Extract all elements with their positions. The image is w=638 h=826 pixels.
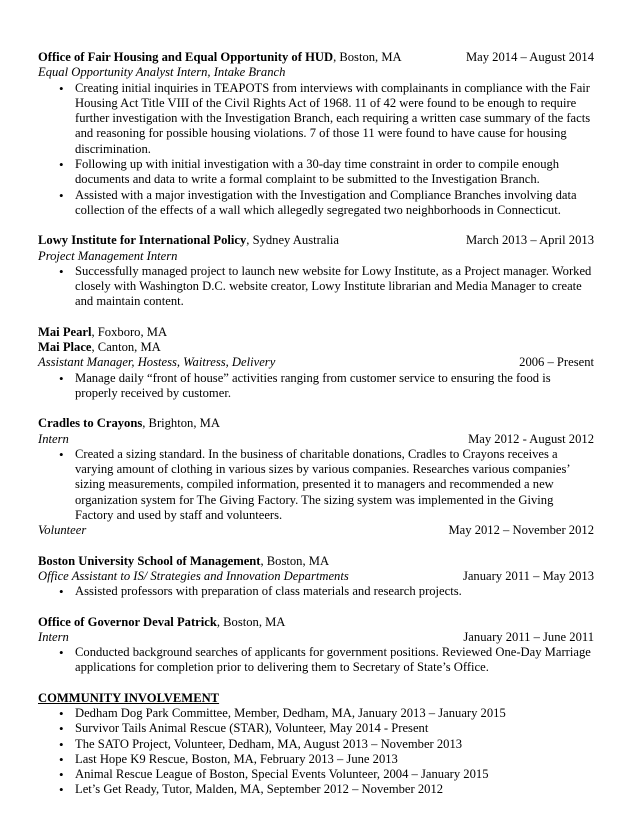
list-item: • Assisted with a major investigation with the Investigation and Compliance Branches involving data collection of the effects of a wall which allegedly segregated two neighborhoods in Connecticut. [38, 188, 594, 219]
experience-entry [38, 50, 594, 218]
entry-date: March 2013 – April 2013 [465, 233, 594, 248]
list-item: • Creating initial inquiries in TEAPOTS from interviews with complainants in compliance with the Fair Housing Act Title VIII of the Civil Rights Act of 1968. 11 of 42 were found to be enough to require further investigation with the Investigation Branch, each requiring a written case summary of the facts and reasoning for possible housing violations. 7 of those 11 were found to have cause for housing discrimination. [38, 81, 594, 157]
list-item: • Manage daily “front of house” activities ranging from customer service to ensuring the food is properly received by customer. [38, 371, 594, 402]
org-location: , Boston, MA [333, 50, 402, 64]
org-line [38, 615, 594, 630]
org-location: , Canton, MA [91, 340, 161, 355]
org-name: Boston University School of Management [38, 553, 261, 568]
entry-header [38, 233, 594, 248]
list-item: • The SATO Project, Volunteer, Dedham, MA, August 2013 – November 2013 [38, 737, 594, 752]
list-item: • Dedham Dog Park Committee, Member, Dedham, MA, January 2013 – January 2015 [38, 706, 594, 721]
list-item: • Animal Rescue League of Boston, Special Events Volunteer, 2004 – January 2015 [38, 767, 594, 782]
role-row [38, 355, 594, 370]
experience-entry [38, 554, 594, 600]
org-line [38, 340, 594, 355]
list-item: • Survivor Tails Animal Rescue (STAR), Volunteer, May 2014 - Present [38, 721, 594, 736]
bullet-list [38, 706, 594, 798]
list-item: • Last Hope K9 Rescue, Boston, MA, February 2013 – June 2013 [38, 752, 594, 767]
org-name: Cradles to Crayons [38, 416, 143, 431]
bullet-list [38, 584, 594, 599]
entry-header [38, 50, 594, 65]
role-title: Equal Opportunity Analyst Intern, Intake Branch [38, 65, 286, 80]
bullet-list [38, 645, 594, 676]
org-name: Mai Place [38, 340, 92, 355]
bullet-list [38, 81, 594, 219]
org-line [38, 416, 594, 431]
org-location: , Foxboro, MA [91, 324, 168, 339]
bullet-list [38, 371, 594, 402]
bullet-list [38, 264, 594, 310]
role-title: Project Management Intern [38, 248, 178, 263]
list-item: • Conducted background searches of applicants for government positions. Reviewed One-Day Marriage applications for completion prior to delivering them to Secretary of State’s Office. [38, 645, 594, 676]
org-line [38, 50, 402, 65]
role-date: January 2011 – June 2011 [463, 629, 594, 644]
org-line [38, 233, 339, 248]
experience-entry [38, 615, 594, 676]
org-line [38, 325, 594, 340]
list-item: • Created a sizing standard. In the business of charitable donations, Cradles to Crayons receives a varying amount of clothing in various sizes by various companies. Researches various companies’ sizing measurements, compiled information, presented it to managers and recommended a new organization system for The Giving Factory. The sizing system was implemented in the Giving Factory and used by staff and volunteers. [38, 447, 594, 523]
org-line [38, 554, 594, 569]
org-location: , Boston, MA [216, 614, 286, 629]
role-row [38, 432, 594, 447]
org-name: Office of Fair Housing and Equal Opportunity of HUD [38, 50, 334, 64]
org-name: Lowy Institute for International Policy [38, 233, 247, 248]
role-date: May 2012 – November 2012 [448, 523, 594, 538]
role-date: January 2011 – May 2013 [462, 568, 594, 583]
resume-page [38, 50, 594, 813]
bullet-list [38, 447, 594, 523]
role-title: Volunteer [38, 523, 87, 538]
role-title: Intern [38, 431, 69, 446]
entry-date: May 2014 – August 2014 [465, 50, 594, 64]
section-heading: COMMUNITY INVOLVEMENT [38, 690, 220, 705]
list-item: • Successfully managed project to launch new website for Lowy Institute, as a Project manager. Worked closely with Washington D.C. website creator, Lowy Institute librarian and Media Manager to create and maintain content. [38, 264, 594, 310]
org-name: Mai Pearl [38, 324, 92, 339]
role-row [38, 523, 594, 538]
experience-entry [38, 325, 594, 401]
experience-entry [38, 233, 594, 309]
org-location: , Brighton, MA [142, 416, 220, 431]
community-section [38, 691, 594, 798]
role-title: Assistant Manager, Hostess, Waitress, Delivery [38, 355, 276, 370]
role-date: May 2012 - August 2012 [468, 431, 594, 446]
list-item: • Assisted professors with preparation of class materials and research projects. [38, 584, 594, 599]
org-name: Office of Governor Deval Patrick [38, 614, 217, 629]
org-location: , Sydney Australia [246, 233, 339, 248]
role-row [38, 569, 594, 584]
list-item: • Let’s Get Ready, Tutor, Malden, MA, September 2012 – November 2012 [38, 782, 594, 797]
role-date: 2006 – Present [519, 355, 594, 370]
list-item: • Following up with initial investigation with a 30-day time constraint in order to compile enough documents and data to write a formal complaint to be submitted to the Investigation Branch. [38, 157, 594, 188]
experience-entry [38, 416, 594, 538]
role-title: Intern [38, 629, 69, 644]
role-row [38, 630, 594, 645]
role-title: Office Assistant to IS/ Strategies and Innovation Departments [38, 568, 349, 583]
org-location: , Boston, MA [260, 553, 330, 568]
